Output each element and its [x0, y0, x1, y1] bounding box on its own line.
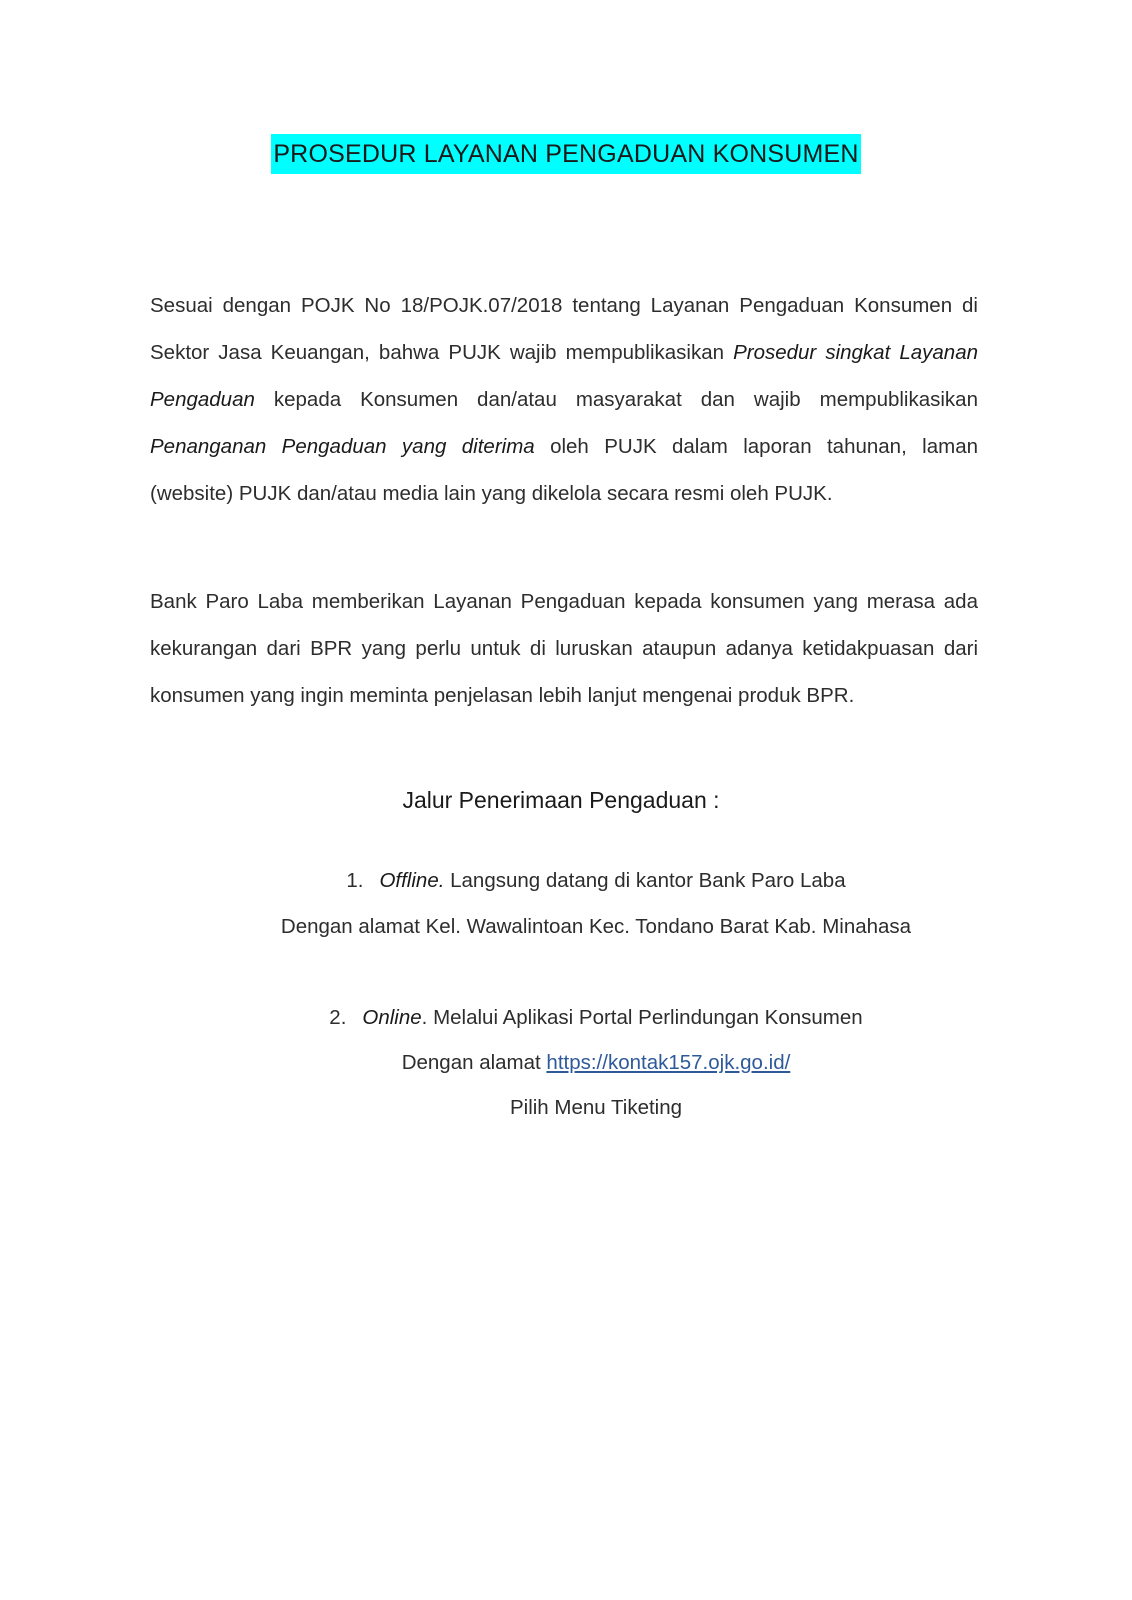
offline-address: Dengan alamat Kel. Wawalintoan Kec. Tondano Barat Kab. Minahasa	[280, 915, 912, 938]
list-item-offline	[0, 866, 1132, 896]
online-address-prefix: Dengan alamat	[401, 1051, 547, 1074]
list-item-text: Langsung datang di kantor Bank Paro Laba	[444, 869, 846, 892]
menu-instruction: Pilih Menu Tiketing	[509, 1096, 683, 1119]
online-address	[0, 1048, 1132, 1078]
section-heading: Jalur Penerimaan Pengaduan :	[402, 787, 720, 813]
document-title: PROSEDUR LAYANAN PENGADUAN KONSUMEN	[271, 134, 860, 174]
list-item-label: Offline.	[379, 869, 445, 892]
list-item-number: 1.	[346, 869, 364, 892]
list-item-text: . Melalui Aplikasi Portal Perlindungan Konsumen	[421, 1006, 863, 1029]
list-item-number: 2.	[329, 1006, 347, 1029]
list-item-online	[0, 1003, 1132, 1033]
paragraph-regulation-text-c: oleh PUJK dalam laporan tahunan, laman (website) PUJK dan/atau media lain yang dikelola secara resmi oleh PUJK.	[150, 435, 978, 505]
portal-link[interactable]: https://kontak157.ojk.go.id/	[546, 1051, 791, 1074]
paragraph-regulation-italic-b: Penanganan Pengaduan yang diterima	[150, 435, 535, 458]
title-container	[0, 134, 1132, 174]
paragraph-bank-service: Bank Paro Laba memberikan Layanan Pengaduan kepada konsumen yang merasa ada kekurangan dari BPR yang perlu untuk di luruskan ataupun adanya ketidakpuasan dari konsumen yang ingin meminta penjelasan lebih lanjut mengenai produk BPR.	[150, 590, 978, 707]
paragraph-regulation	[150, 282, 978, 517]
paragraph-regulation-text-b: kepada Konsumen dan/atau masyarakat dan wajib mempublikasikan	[254, 388, 978, 411]
list-item-label: Online	[362, 1006, 422, 1029]
paragraph-regulation-italic-a: Prosedur singkat Layanan Pengaduan	[150, 341, 978, 411]
paragraph-regulation-text-a: Sesuai dengan POJK No 18/POJK.07/2018 tentang Layanan Pengaduan Konsumen di Sektor Jasa Keuangan, bahwa PUJK wajib mempublikasikan	[150, 294, 978, 364]
